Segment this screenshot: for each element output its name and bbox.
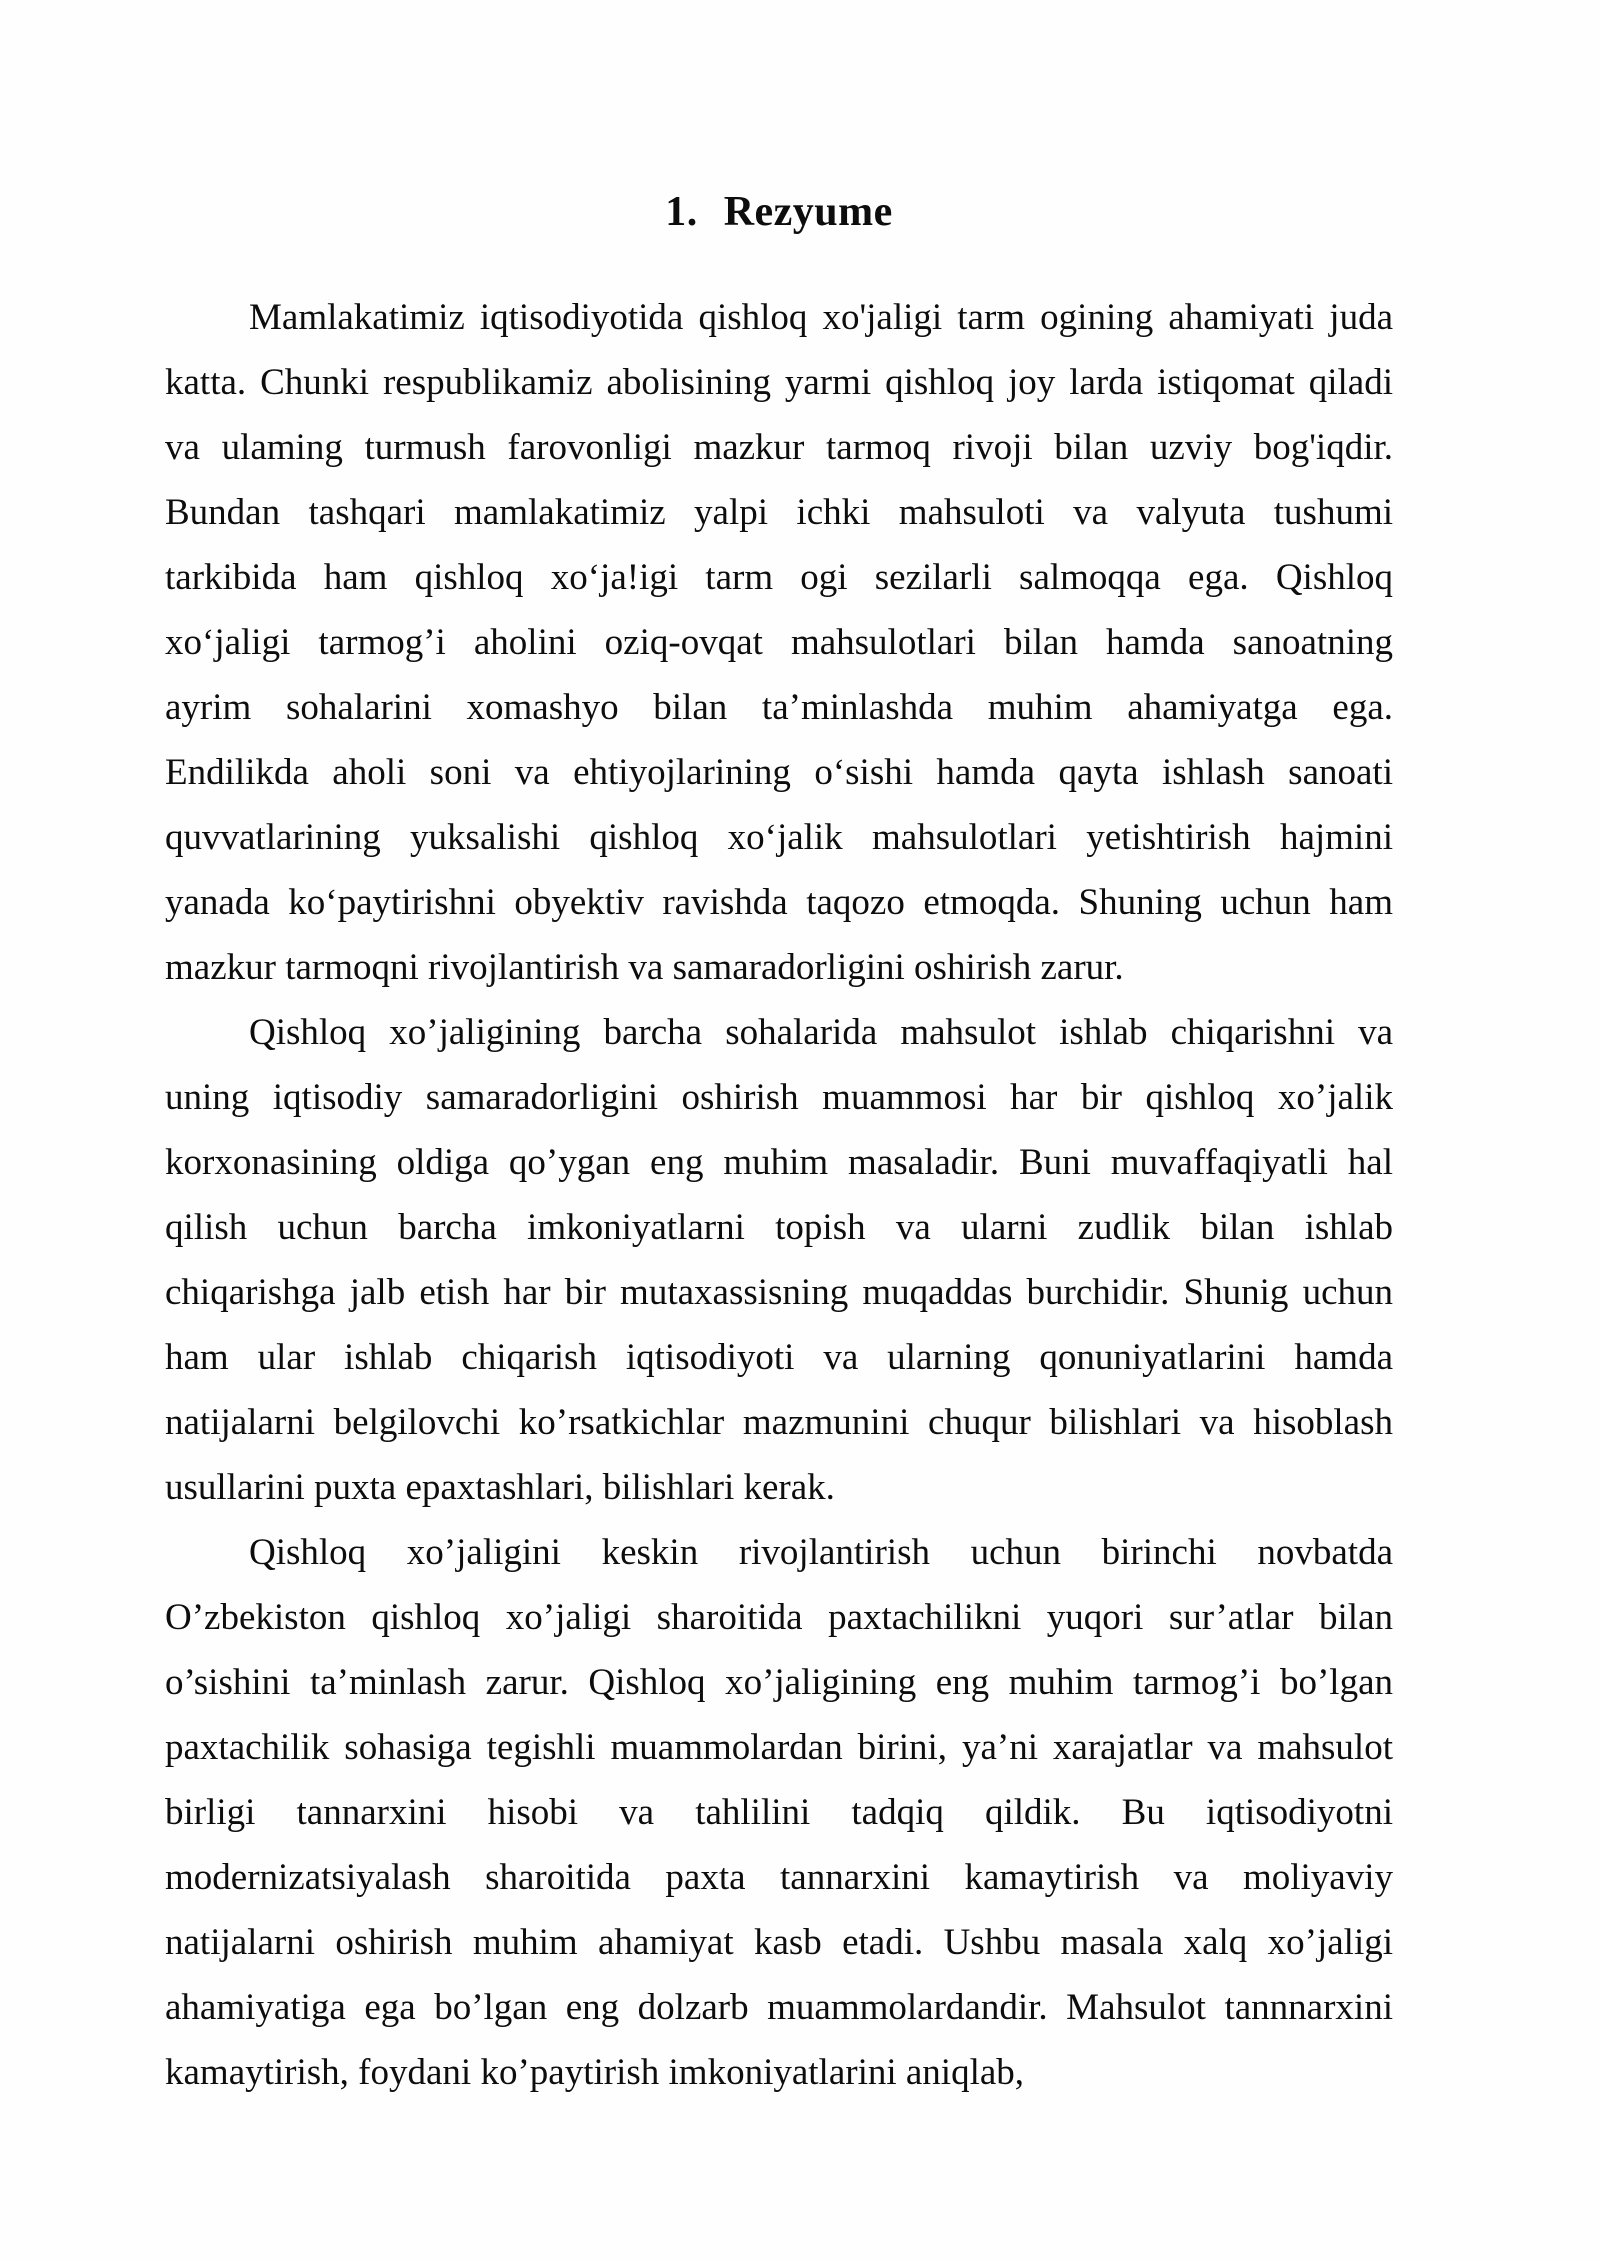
text-line: mazkur tarmoqni rivojlantirish va samaradorligini oshirish zarur. (165, 947, 1124, 988)
text-line: Qishloq xo’jaligining barcha sohalarida mahsulot ishlab chiqarishni va (249, 1012, 1393, 1053)
text-line: qilish uchun barcha imkoniyatlarni topish va ularni zudlik bilan ishlab (165, 1207, 1393, 1248)
document-body (165, 285, 1393, 2105)
text-line: chiqarishga jalb etish har bir mutaxassisning muqaddas burchidir. Shunig uchun (165, 1272, 1393, 1313)
text-line: usullarini puxta epaxtashlari, bilishlari kerak. (165, 1467, 835, 1508)
text-line: Mamlakatimiz iqtisodiyotida qishloq xo'jaligi tarm ogining ahamiyati juda (249, 297, 1393, 338)
text-line: natijalarni oshirish muhim ahamiyat kasb etadi. Ushbu masala xalq xo’jaligi (165, 1922, 1393, 1963)
text-line: ham ular ishlab chiqarish iqtisodiyoti va ularning qonuniyatlarini hamda (165, 1337, 1393, 1378)
text-line: paxtachilik sohasiga tegishli muammolardan birini, ya’ni xarajatlar va mahsulot (165, 1727, 1393, 1768)
title-text: Rezyume (723, 189, 893, 235)
text-line: xoʻjaligi tarmog’i aholini oziq-ovqat mahsulotlari bilan hamda sanoatning (165, 622, 1393, 663)
title-number: 1. (665, 189, 698, 235)
text-line: ahamiyatiga ega bo’lgan eng dolzarb muammolardandir. Mahsulot tannnarxini (165, 1987, 1393, 2028)
text-line: uning iqtisodiy samaradorligini oshirish muammosi har bir qishloq xo’jalik (165, 1077, 1393, 1118)
text-line: Endilikda aholi soni va ehtiyojlarining oʻsishi hamda qayta ishlash sanoati (165, 752, 1393, 793)
text-line: modernizatsiyalash sharoitida paxta tannarxini kamaytirish va moliyaviy (165, 1857, 1393, 1898)
text-line: tarkibida ham qishloq xoʻja!igi tarm ogi sezilarli salmoqqa ega. Qishloq (165, 557, 1393, 598)
text-line: yanada koʻpaytirishni obyektiv ravishda taqozo etmoqda. Shuning uchun ham (165, 882, 1393, 923)
text-line: Bundan tashqari mamlakatimiz yalpi ichki mahsuloti va valyuta tushumi (165, 492, 1393, 533)
text-line: va ulaming turmush farovonligi mazkur tarmoq rivoji bilan uzviy bog'iqdir. (165, 427, 1393, 468)
text-line: birligi tannarxini hisobi va tahlilini tadqiq qildik. Bu iqtisodiyotni (165, 1792, 1393, 1833)
text-line: Qishloq xo’jaligini keskin rivojlantirish uchun birinchi novbatda (249, 1532, 1393, 1573)
text-line: quvvatlarining yuksalishi qishloq xoʻjalik mahsulotlari yetishtirish hajmini (165, 817, 1393, 858)
text-line: kamaytirish, foydani ko’paytirish imkoniyatlarini aniqlab, (165, 2052, 1025, 2093)
paragraph (165, 1000, 1393, 1520)
text-line: ayrim sohalarini xomashyo bilan ta’minlashda muhim ahamiyatga ega. (165, 687, 1393, 728)
paragraph (165, 285, 1393, 1000)
text-line: o’sishini ta’minlash zarur. Qishloq xo’jaligining eng muhim tarmog’i bo’lgan (165, 1662, 1393, 1703)
document-title (165, 180, 1393, 245)
paragraph (165, 1520, 1393, 2105)
text-line: korxonasining oldiga qo’ygan eng muhim masaladir. Buni muvaffaqiyatli hal (165, 1142, 1393, 1183)
text-line: katta. Chunki respublikamiz abolisining yarmi qishloq joy larda istiqomat qiladi (165, 362, 1393, 403)
text-line: O’zbekiston qishloq xo’jaligi sharoitida paxtachilikni yuqori sur’atlar bilan (165, 1597, 1393, 1638)
text-line: natijalarni belgilovchi ko’rsatkichlar mazmunini chuqur bilishlari va hisoblash (165, 1402, 1393, 1443)
